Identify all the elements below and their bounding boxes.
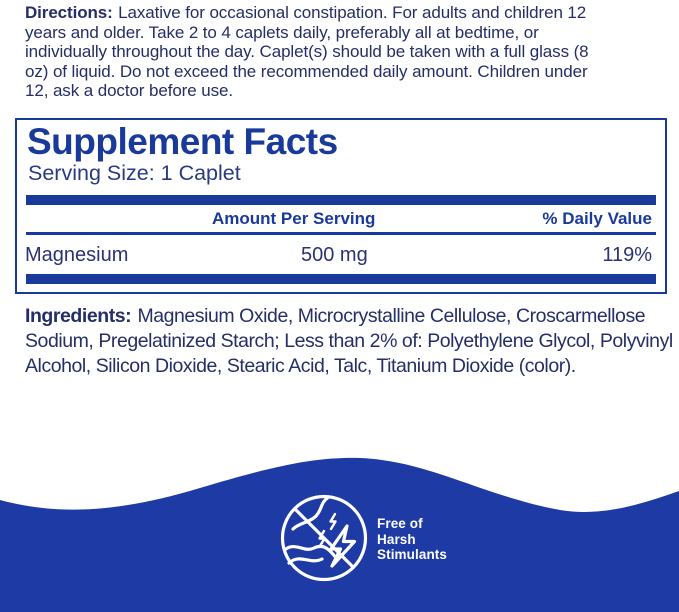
- ingredients-line: Alcohol, Silicon Dioxide, Stearic Acid, Talc, Titanium Dioxide (color).: [25, 355, 576, 377]
- directions-line: oz) of liquid. Do not exceed the recommended daily amount. Children under: [25, 61, 588, 81]
- ingredients-line: Sodium, Pregelatinized Starch; Less than 2% of: Polyethylene Glycol, Polyvinyl: [25, 330, 673, 352]
- directions-label: Directions:: [25, 3, 113, 22]
- column-header-amount-per-serving: Amount Per Serving: [212, 209, 376, 228]
- ingredients-text: Magnesium Oxide, Microcrystalline Cellulose, Croscarmellose: [137, 305, 646, 327]
- badge-line: Harsh: [377, 531, 416, 547]
- directions-section: [25, 3, 657, 101]
- nutrient-name: Magnesium: [25, 244, 129, 266]
- badge-line: Stimulants: [377, 547, 448, 562]
- ingredients-line: [25, 304, 665, 329]
- column-header-daily-value: % Daily Value: [542, 209, 652, 228]
- directions-line: years and older. Take 2 to 4 caplets daily, preferably all at bedtime, or: [25, 22, 539, 42]
- directions-line: 12, ask a doctor before use.: [25, 81, 233, 100]
- directions-line: individually throughout the day. Caplet(s) should be taken with a full glass (8: [25, 42, 589, 61]
- badge-line: Free of: [377, 516, 423, 531]
- directions-line: [25, 3, 657, 23]
- badge-text: [377, 516, 447, 563]
- thick-divider-top: [26, 195, 656, 205]
- nutrient-daily-value: 119%: [602, 244, 652, 266]
- no-harsh-stimulants-icon: [279, 493, 369, 583]
- supplement-facts-panel: [15, 118, 667, 294]
- ingredients-section: [25, 304, 673, 379]
- directions-text: Laxative for occasional constipation. For adults and children 12: [118, 3, 587, 22]
- ingredients-label: Ingredients:: [25, 305, 132, 327]
- thin-divider: [26, 232, 656, 235]
- serving-size: Serving Size: 1 Caplet: [28, 161, 241, 185]
- nutrient-amount: 500 mg: [301, 244, 368, 266]
- supplement-facts-title: Supplement Facts: [27, 121, 338, 162]
- thick-divider-bottom: [26, 274, 656, 284]
